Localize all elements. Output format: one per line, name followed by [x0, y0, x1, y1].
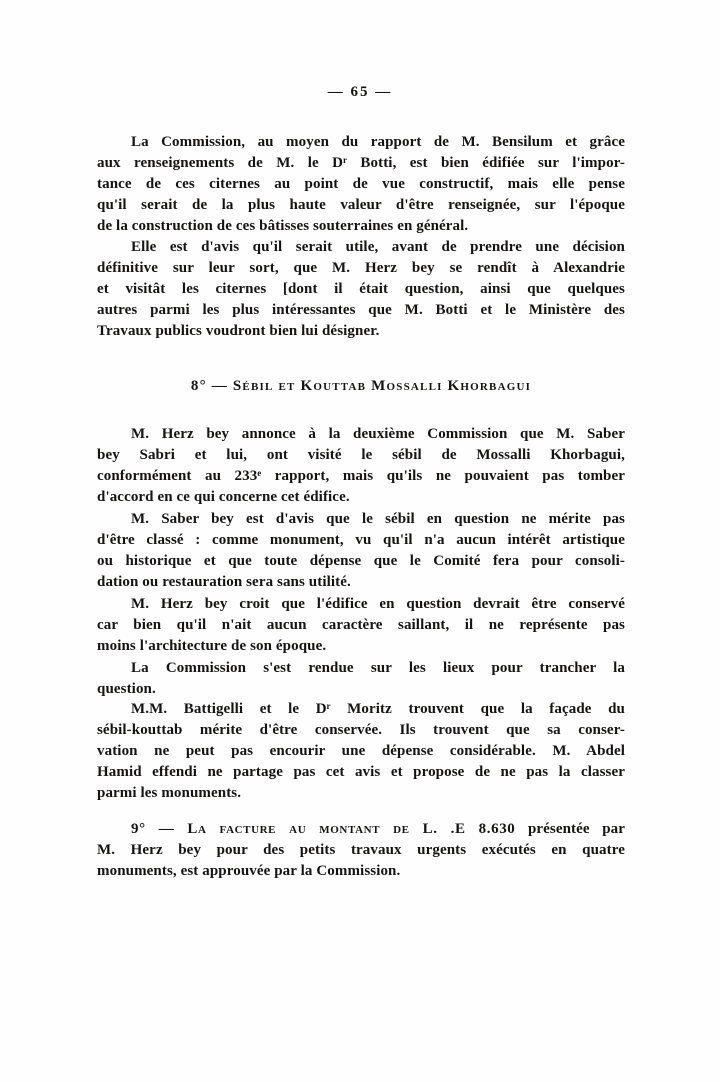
text-line: car bien qu'il n'ait aucun caractère saillant, il ne représente pas: [97, 617, 625, 633]
text-line: tance de ces citernes au point de vue constructif, mais elle pense: [97, 176, 625, 192]
text-line: définitive sur leur sort, que M. Herz bey se rendît à Alexandrie: [97, 260, 625, 276]
page-number: — 65 —: [327, 84, 393, 100]
text-line: M.M. Battigelli et le Dʳ Moritz trouvent que la façade du: [131, 701, 625, 717]
text-line: M. Herz bey pour des petits travaux urgents exécutés en quatre: [97, 842, 625, 858]
paragraph-saber-avis: [97, 509, 625, 593]
text-line: moins l'architecture de son époque.: [97, 638, 327, 654]
paragraph-battigelli-moritz: [97, 699, 625, 804]
text-line: Elle est d'avis qu'il serait utile, avant de prendre une décision: [131, 239, 625, 255]
facture-body-lines: [97, 840, 625, 882]
text-line: dation ou restauration sera sans utilité.: [97, 574, 351, 590]
text-line: La Commission s'est rendue sur les lieux pour trancher la: [131, 660, 625, 676]
paragraph-commission-lieux: [97, 658, 625, 700]
paragraph-avis-herz-alexandrie: [97, 237, 625, 342]
text-line: autres parmi les plus intéressantes que M. Botti et le Ministère des: [97, 302, 625, 318]
text-line: d'accord en ce qui concerne cet édifice.: [97, 489, 350, 505]
text-line: qu'il serait de la plus haute valeur d'être renseignée, sur l'époque: [97, 197, 625, 213]
text-line: sébil-kouttab mérite d'être conservée. Ils trouvent que sa conser-: [97, 722, 625, 738]
text-line: question.: [97, 681, 156, 697]
paragraph-commission-report: [97, 132, 625, 237]
text-line: Hamid effendi ne partage pas cet avis et propose de ne pas la classer: [97, 764, 625, 780]
text-line: vation ne peut pas encourir une dépense considérable. M. Abdel: [97, 743, 625, 759]
paragraph-herz-annonce: [97, 424, 625, 508]
text-line: M. Saber bey est d'avis que le sébil en question ne mérite pas: [131, 511, 625, 527]
text-line: et visitât les citernes [dont il était question, ainsi que quelques: [97, 281, 625, 297]
text-line: d'être classé : comme monument, vu qu'il n'a aucun intérêt artistique: [97, 532, 625, 548]
paragraph-9-facture: [97, 819, 625, 882]
text-line: aux renseignements de M. le Dʳ Botti, est bien édifiée sur l'impor-: [97, 155, 625, 171]
text-line: M. Herz bey annonce à la deuxième Commission que M. Saber: [131, 426, 625, 442]
text-line: monuments, est approuvée par la Commission.: [97, 863, 401, 879]
text-line: Travaux publics voudront bien lui désigner.: [97, 323, 380, 339]
text-line: La Commission, au moyen du rapport de M. Bensilum et grâce: [131, 134, 625, 150]
facture-heading-line: [97, 819, 625, 840]
text-line: conformément au 233ᵉ rapport, mais qu'ils ne pouvaient pas tomber: [97, 468, 625, 484]
facture-smallcaps-text: 9° — La facture au montant de L. .E 8.630: [131, 821, 516, 837]
section-heading-8-sebil-kouttab: 8° — Sébil et Kouttab Mossalli Khorbagui: [190, 378, 532, 394]
text-line: ou historique et que toute dépense que le Comité fera pour consoli-: [97, 553, 625, 569]
facture-regular-text: présentée par: [527, 821, 625, 837]
paragraph-herz-croit: [97, 594, 625, 657]
text-line: de la construction de ces bâtisses souterraines en général.: [97, 218, 469, 234]
text-line: bey Sabri et lui, ont visité le sébil de Mossalli Khorbagui,: [97, 447, 625, 463]
text-line: M. Herz bey croit que l'édifice en question devrait être conservé: [131, 596, 625, 612]
text-line: parmi les monuments.: [97, 785, 242, 801]
